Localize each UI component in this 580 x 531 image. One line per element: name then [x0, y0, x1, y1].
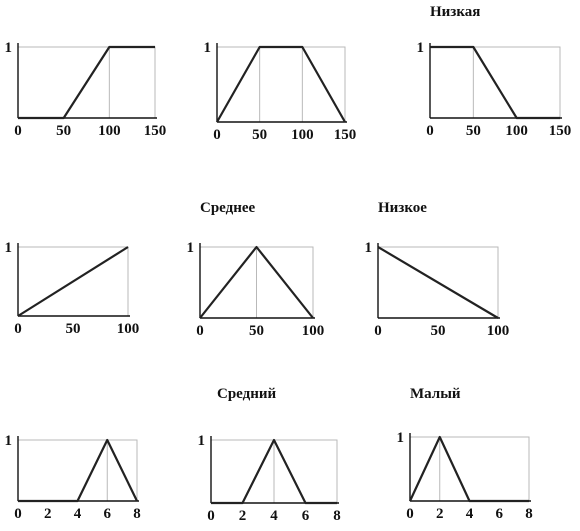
- chart-9-membership-line: [410, 437, 529, 501]
- chart-2-membership-line: [217, 47, 345, 122]
- chart-6-x-tick-label: 100: [486, 323, 510, 339]
- chart-1-x-tick-label: 50: [56, 123, 72, 139]
- chart-7-x-tick-label: 4: [73, 506, 82, 522]
- chart-7-x-tick-label: 2: [44, 506, 52, 522]
- chart-9-reference-frame: [410, 437, 529, 501]
- chart-9-title: Малый: [410, 386, 461, 402]
- chart-1-x-tick-label: 100: [98, 123, 121, 139]
- chart-8-x-tick-label: 0: [207, 508, 215, 524]
- chart-8-title: Средний: [217, 386, 277, 402]
- chart-4-membership-line: [18, 247, 128, 316]
- chart-8-x-tick-label: 2: [238, 508, 247, 524]
- chart-7-y-tick-label: 1: [4, 433, 12, 449]
- chart-5-x-tick-label: 100: [301, 323, 325, 339]
- chart-8-x-tick-label: 8: [333, 508, 341, 524]
- chart-3-x-tick-label: 100: [505, 123, 528, 139]
- chart-6-y-tick-label: 1: [364, 240, 372, 256]
- chart-2-reference-frame: [217, 47, 345, 122]
- chart-4-x-tick-label: 0: [14, 321, 22, 337]
- chart-4-x-tick-label: 50: [65, 321, 81, 337]
- chart-5-y-tick-label: 1: [186, 240, 194, 256]
- chart-1-x-tick-label: 150: [143, 123, 167, 139]
- chart-8-x-tick-label: 4: [270, 508, 278, 524]
- chart-9-x-tick-label: 2: [436, 506, 444, 522]
- chart-5-x-tick-label: 0: [196, 323, 204, 339]
- chart-2-y-tick-label: 1: [203, 40, 211, 56]
- chart-9-y-tick-label: 1: [396, 430, 404, 446]
- chart-9-x-tick-label: 6: [495, 506, 503, 522]
- chart-1-y-tick-label: 1: [4, 40, 12, 56]
- chart-5-x-tick-label: 50: [249, 323, 264, 339]
- chart-5-title: Среднее: [200, 200, 256, 216]
- chart-6-title: Низкое: [378, 200, 427, 216]
- chart-9-x-tick-label: 8: [525, 506, 533, 522]
- chart-3-y-tick-label: 1: [416, 40, 424, 56]
- chart-7-reference-frame: [18, 440, 137, 501]
- chart-9-x-tick-label: 4: [465, 506, 474, 522]
- chart-3-membership-line: [430, 47, 560, 118]
- chart-2-x-tick-label: 100: [291, 127, 314, 143]
- chart-7-x-tick-label: 8: [133, 506, 141, 522]
- chart-1-membership-line: [18, 47, 155, 118]
- chart-7-x-tick-label: 6: [103, 506, 111, 522]
- chart-1-x-tick-label: 0: [14, 123, 22, 139]
- chart-7-membership-line: [18, 440, 137, 501]
- chart-6-membership-line: [378, 247, 498, 318]
- chart-9-x-tick-label: 0: [406, 506, 414, 522]
- chart-6-x-tick-label: 50: [430, 323, 446, 339]
- chart-4-y-tick-label: 1: [4, 240, 12, 256]
- chart-6-x-tick-label: 0: [374, 323, 382, 339]
- chart-8-x-tick-label: 6: [301, 508, 310, 524]
- chart-8-y-tick-label: 1: [197, 433, 205, 449]
- chart-3-title: Низкая: [430, 4, 481, 20]
- chart-2-x-tick-label: 50: [252, 127, 268, 143]
- chart-3-x-tick-label: 50: [465, 123, 481, 139]
- chart-7-x-tick-label: 0: [14, 506, 22, 522]
- chart-2-x-tick-label: 150: [333, 127, 357, 143]
- chart-3-x-tick-label: 0: [426, 123, 434, 139]
- chart-3-x-tick-label: 150: [548, 123, 572, 139]
- chart-4-x-tick-label: 100: [116, 321, 140, 337]
- chart-2-x-tick-label: 0: [213, 127, 221, 143]
